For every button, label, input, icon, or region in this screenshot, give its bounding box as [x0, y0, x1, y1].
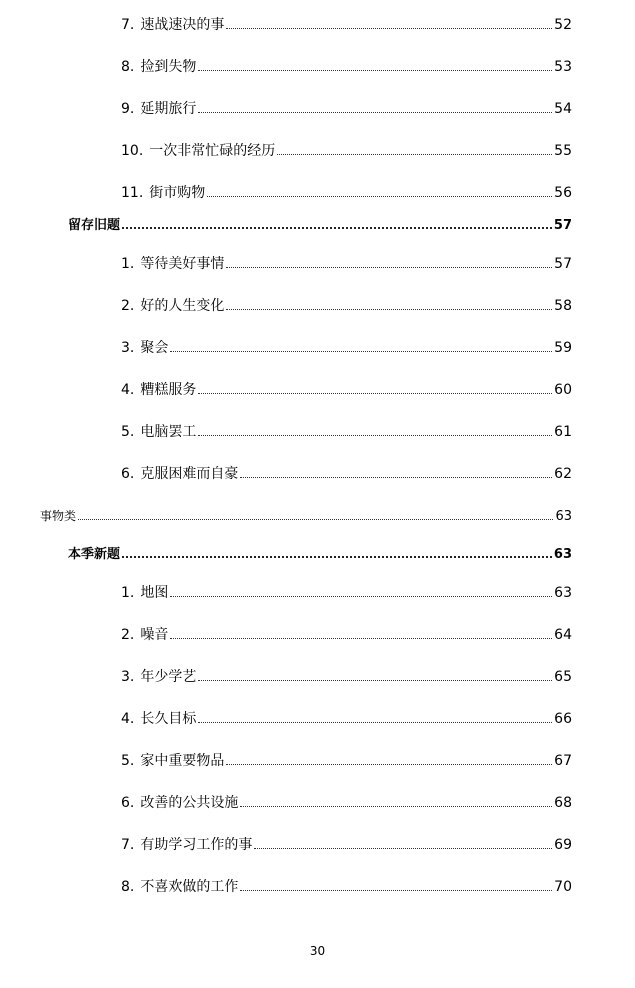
toc-entry-title: 延期旅行: [140, 101, 197, 117]
toc-entry-number: 10.: [121, 143, 144, 159]
toc-entry-page: 67: [554, 753, 572, 769]
toc-entry-page: 62: [554, 466, 572, 482]
toc-chapter-heading[interactable]: [40, 506, 572, 526]
dot-leader: [198, 722, 552, 723]
toc-entry-title: 街市购物: [149, 185, 206, 201]
toc-entry[interactable]: [121, 422, 572, 442]
toc-entry-title: 电脑罢工: [140, 424, 197, 440]
toc-entry-page: 55: [554, 143, 572, 159]
toc-entry-number: 9.: [121, 101, 135, 117]
toc-entry-title: 等待美好事情: [140, 256, 225, 272]
toc-entry-page: 64: [554, 627, 572, 643]
dot-leader: [170, 596, 552, 597]
toc-entry-page: 60: [554, 382, 572, 398]
toc-entry-number: 2.: [121, 298, 135, 314]
dot-leader: [78, 519, 553, 520]
toc-entry-number: 2.: [121, 627, 135, 643]
toc-entry-title: 家中重要物品: [140, 753, 225, 769]
toc-entry[interactable]: [121, 583, 572, 603]
toc-section-page: 63: [553, 547, 572, 562]
toc-entry-page: 56: [554, 185, 572, 201]
toc-entry-number: 8.: [121, 879, 135, 895]
toc-entry-title: 好的人生变化: [140, 298, 225, 314]
toc-entry-page: 66: [554, 711, 572, 727]
toc-entry-title: 不喜欢做的工作: [140, 879, 239, 895]
toc-entry-page: 57: [554, 256, 572, 272]
toc-entry-number: 7.: [121, 17, 135, 33]
toc-entry-number: 1.: [121, 256, 135, 272]
toc-entry-title: 捡到失物: [140, 59, 197, 75]
toc-section-page: 57: [553, 218, 572, 233]
toc-entry-number: 5.: [121, 424, 135, 440]
toc-entry-title: 速战速决的事: [140, 17, 225, 33]
toc-entry-title: 年少学艺: [140, 669, 197, 685]
toc-entry-number: 6.: [121, 466, 135, 482]
toc-entry[interactable]: [121, 835, 572, 855]
dot-leader: [254, 848, 552, 849]
toc-entry-page: 52: [554, 17, 572, 33]
dot-leader: [207, 196, 552, 197]
toc-entry-page: 65: [554, 669, 572, 685]
toc-entry[interactable]: [121, 57, 572, 77]
dot-leader: [198, 393, 552, 394]
dot-leader: [240, 890, 552, 891]
toc-entry[interactable]: [121, 877, 572, 897]
dot-leader: [170, 351, 552, 352]
toc-entry-title: 克服困难而自豪: [140, 466, 239, 482]
toc-entry-title: 聚会: [140, 340, 169, 356]
dot-leader: [226, 267, 552, 268]
toc-entry-page: 70: [554, 879, 572, 895]
toc-chapter-page: 63: [555, 509, 572, 524]
toc-chapter-title: 事物类: [40, 509, 77, 523]
toc-entry-title: 糟糕服务: [140, 382, 197, 398]
toc-entry[interactable]: [121, 464, 572, 484]
toc-entry-number: 11.: [121, 185, 144, 201]
toc-entry-number: 6.: [121, 795, 135, 811]
toc-entry[interactable]: [121, 183, 572, 203]
toc-entry[interactable]: [121, 793, 572, 813]
toc-entry[interactable]: [121, 751, 572, 771]
toc-entry[interactable]: [121, 15, 572, 35]
toc-section-heading[interactable]: [68, 545, 572, 565]
toc-entry[interactable]: [121, 254, 572, 274]
toc-entry-page: 53: [554, 59, 572, 75]
toc-entry-number: 7.: [121, 837, 135, 853]
toc-entry-title: 噪音: [140, 627, 169, 643]
dot-leader: [240, 477, 552, 478]
dot-leader: [198, 680, 552, 681]
dot-leader: [122, 556, 552, 558]
toc-entry-page: 61: [554, 424, 572, 440]
toc-entry-number: 4.: [121, 382, 135, 398]
dot-leader: [226, 309, 552, 310]
toc-entry[interactable]: [121, 99, 572, 119]
dot-leader: [277, 154, 552, 155]
dot-leader: [198, 70, 552, 71]
dot-leader: [226, 28, 552, 29]
toc-entry-title: 地图: [140, 585, 169, 601]
toc-entry[interactable]: [121, 296, 572, 316]
toc-entry-title: 有助学习工作的事: [140, 837, 253, 853]
toc-entry-number: 3.: [121, 340, 135, 356]
toc-entry-title: 改善的公共设施: [140, 795, 239, 811]
toc-section-heading[interactable]: [68, 216, 572, 236]
toc-entry[interactable]: [121, 338, 572, 358]
dot-leader: [122, 227, 552, 229]
toc-entry-title: 一次非常忙碌的经历: [149, 143, 276, 159]
dot-leader: [240, 806, 552, 807]
toc-entry-number: 5.: [121, 753, 135, 769]
dot-leader: [198, 435, 552, 436]
toc-entry-page: 54: [554, 101, 572, 117]
toc-entry[interactable]: [121, 380, 572, 400]
toc-section-title: 留存旧题: [68, 218, 121, 233]
toc-entry[interactable]: [121, 625, 572, 645]
toc-entry[interactable]: [121, 667, 572, 687]
dot-leader: [198, 112, 552, 113]
toc-entry[interactable]: [121, 141, 572, 161]
toc-entry-page: 68: [554, 795, 572, 811]
toc-entry-page: 63: [554, 585, 572, 601]
dot-leader: [226, 764, 552, 765]
dot-leader: [170, 638, 552, 639]
toc-entry-page: 69: [554, 837, 572, 853]
toc-entry-page: 58: [554, 298, 572, 314]
toc-entry-number: 3.: [121, 669, 135, 685]
page-number: 30: [309, 944, 326, 958]
toc-section-title: 本季新题: [68, 547, 121, 562]
toc-entry-number: 4.: [121, 711, 135, 727]
toc-entry-page: 59: [554, 340, 572, 356]
toc-entry-number: 8.: [121, 59, 135, 75]
toc-entry-title: 长久目标: [140, 711, 197, 727]
toc-entry-number: 1.: [121, 585, 135, 601]
toc-entry[interactable]: [121, 709, 572, 729]
